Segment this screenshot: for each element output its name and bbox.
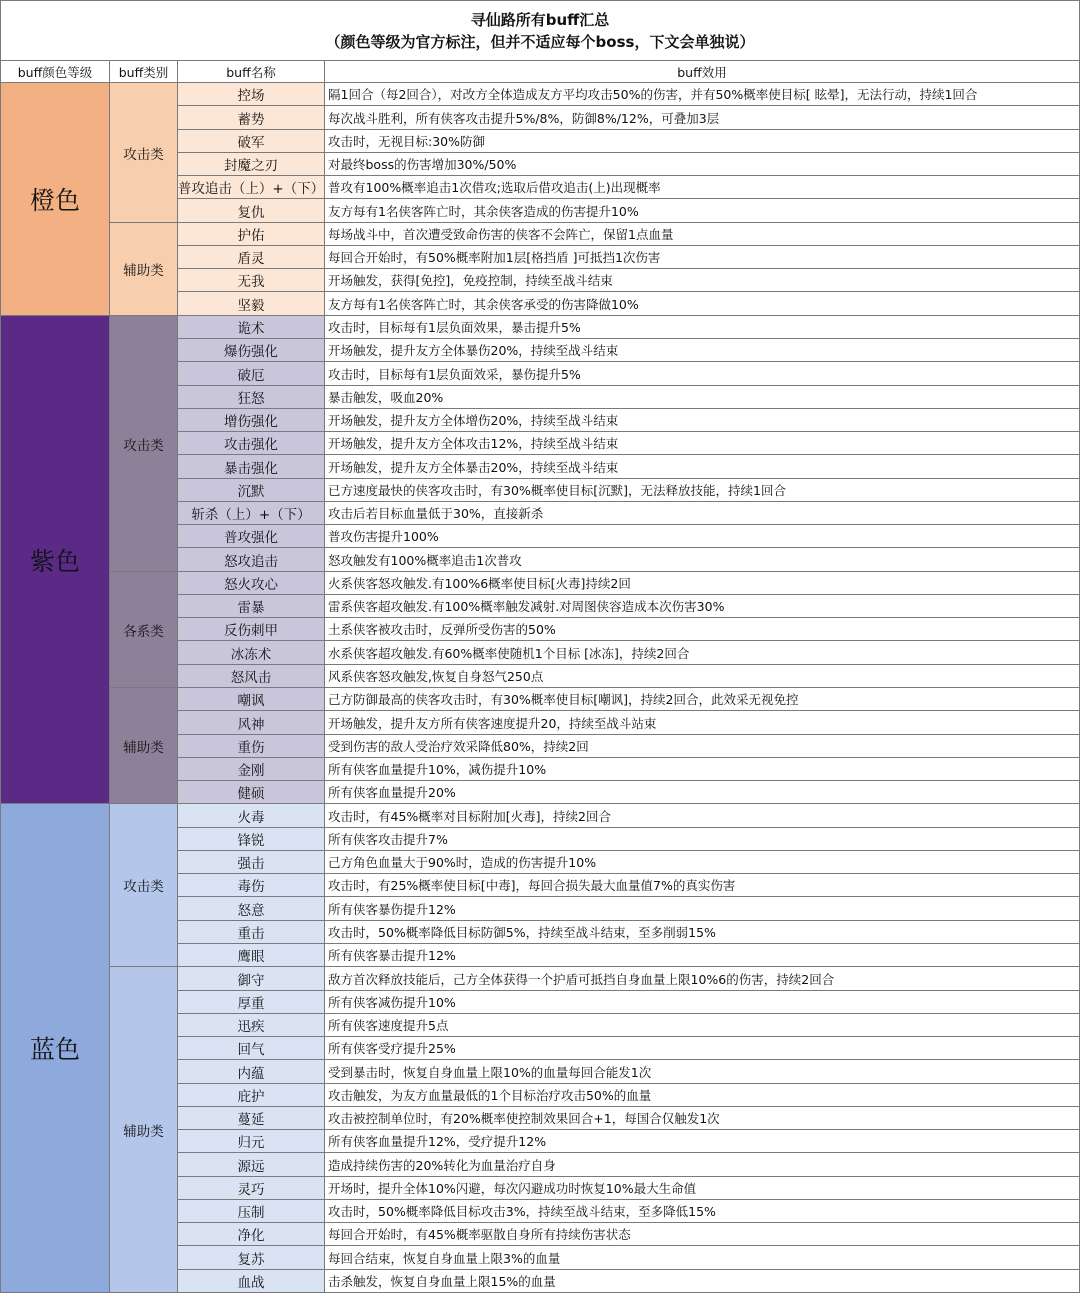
buff-effect-cell[interactable]: 所有侠客暴击提升12% (325, 944, 1080, 967)
buff-name-cell[interactable]: 诡术 (178, 316, 325, 339)
buff-name-cell[interactable]: 复仇 (178, 199, 325, 223)
buff-name-cell[interactable]: 重击 (178, 921, 325, 944)
buff-effect-cell[interactable]: 开场时，提升全体10%闪避，每次闪避成功时恢复10%最大生命值 (325, 1177, 1080, 1200)
buff-effect-cell[interactable]: 攻击触发，为友方血量最低的1个目标治疗攻击50%的血量 (325, 1084, 1080, 1107)
buff-effect-cell[interactable]: 友方每有1名侠客阵亡时，其余侠客造成的伤害提升10% (325, 199, 1080, 223)
buff-name-cell[interactable]: 爆伤强化 (178, 339, 325, 362)
buff-name-cell[interactable]: 迅疾 (178, 1014, 325, 1037)
buff-effect-cell[interactable]: 敌方首次释放技能后，己方全体获得一个护盾可抵挡自身血量上限10%6的伤害，持续2回合 (325, 967, 1080, 991)
buff-effect-cell[interactable]: 攻击时，有45%概率对目标附加[火毒]，持续2回合 (325, 804, 1080, 828)
buff-name-cell[interactable]: 庇护 (178, 1084, 325, 1107)
buff-effect-cell[interactable]: 火系侠客怒攻触发.有100%6概率使目标[火毒]持续2回 (325, 572, 1080, 595)
buff-name-cell[interactable]: 控场 (178, 83, 325, 106)
buff-effect-cell[interactable]: 水系侠客超攻触发.有60%概率使随机1个目标 [冰冻]，持续2回合 (325, 641, 1080, 665)
buff-effect-cell[interactable]: 隔1回合（每2回合），对改方全体造成友方平均攻击50%的伤害，并有50%概率使目标[ 眩晕]，无法行动，持续1回合 (325, 83, 1080, 106)
buff-effect-cell[interactable]: 已方速度最快的侠客攻击时，有30%概率使目标[沉默]，无法释放技能，持续1回合 (325, 479, 1080, 502)
buff-name-cell[interactable]: 增伤强化 (178, 409, 325, 432)
buff-effect-cell[interactable]: 所有侠客减伤提升10% (325, 991, 1080, 1014)
buff-effect-cell[interactable]: 每次战斗胜利，所有侠客攻击提升5%/8%，防御8%/12%，可叠加3层 (325, 106, 1080, 130)
buff-name-cell[interactable]: 怒攻追击 (178, 548, 325, 572)
buff-effect-cell[interactable]: 所有侠客攻击提升7% (325, 828, 1080, 851)
buff-type-cell[interactable]: 辅助类 (110, 967, 178, 1293)
buff-effect-cell[interactable]: 己方角色血量大于90%时，造成的伤害提升10% (325, 851, 1080, 874)
buff-name-cell[interactable]: 厚重 (178, 991, 325, 1014)
buff-name-cell[interactable]: 坚毅 (178, 292, 325, 316)
buff-type-cell[interactable]: 辅助类 (110, 223, 178, 316)
buff-type-cell[interactable]: 攻击类 (110, 804, 178, 967)
buff-grade-cell[interactable]: 橙色 (0, 83, 110, 316)
title-line-2: （颜色等级为官方标注，但并不适应每个boss，下文会单独说） (325, 32, 755, 51)
buff-name-cell[interactable]: 怒火攻心 (178, 572, 325, 595)
buff-name-cell[interactable]: 锋锐 (178, 828, 325, 851)
buff-effect-cell[interactable]: 每场战斗中，首次遭受致命伤害的侠客不会阵亡，保留1点血量 (325, 223, 1080, 246)
buff-name-cell[interactable]: 复苏 (178, 1246, 325, 1270)
buff-name-cell[interactable]: 狂怒 (178, 386, 325, 409)
buff-grade-cell[interactable]: 蓝色 (0, 804, 110, 1293)
buff-type-cell[interactable]: 各系类 (110, 572, 178, 688)
buff-name-cell[interactable]: 雷暴 (178, 595, 325, 618)
buff-name-cell[interactable]: 蓄势 (178, 106, 325, 130)
buff-name-cell[interactable]: 盾灵 (178, 246, 325, 269)
buff-effect-cell[interactable]: 雷系侠客超攻触发.有100%概率触发减射.对周图侠容造成本次伤害30% (325, 595, 1080, 618)
buff-effect-cell[interactable]: 所有侠客暴伤提升12% (325, 897, 1080, 921)
buff-name-cell[interactable]: 沉默 (178, 479, 325, 502)
buff-type-cell[interactable]: 攻击类 (110, 83, 178, 223)
buff-effect-cell[interactable]: 所有侠客血量提升12%，受疗提升12% (325, 1130, 1080, 1153)
buff-effect-cell[interactable]: 开场触发，提升友方全体暴伤20%，持续至战斗结束 (325, 339, 1080, 362)
buff-effect-cell[interactable]: 所有侠客血量提升20% (325, 781, 1080, 804)
buff-name-cell[interactable]: 归元 (178, 1130, 325, 1153)
buff-name-cell[interactable]: 破军 (178, 130, 325, 153)
buff-type-cell[interactable]: 攻击类 (110, 316, 178, 572)
buff-effect-cell[interactable]: 暴击触发，吸血20% (325, 386, 1080, 409)
buff-effect-cell[interactable]: 所有侠客血量提升10%，减伤提升10% (325, 758, 1080, 781)
buff-name-cell[interactable]: 普攻强化 (178, 525, 325, 548)
header-name[interactable]: buff名称 (178, 61, 325, 83)
buff-effect-cell[interactable]: 开场触发，提升友方全体增伤20%，持续至战斗结束 (325, 409, 1080, 432)
buff-effect-cell[interactable]: 攻击时，有25%概率使目标[中毒]，每回合损失最大血量值7%的真实伤害 (325, 874, 1080, 897)
buff-effect-cell[interactable]: 每回合结束，恢复自身血量上限3%的血量 (325, 1246, 1080, 1270)
buff-name-cell[interactable]: 净化 (178, 1223, 325, 1246)
buff-name-cell[interactable]: 重伤 (178, 735, 325, 758)
buff-effect-cell[interactable]: 己方防御最高的侠客攻击时，有30%概率使目标[嘲讽]，持续2回合，此效采无视免控 (325, 688, 1080, 711)
buff-name-cell[interactable]: 攻击强化 (178, 432, 325, 455)
buff-name-cell[interactable]: 嘲讽 (178, 688, 325, 711)
buff-name-cell[interactable]: 怒意 (178, 897, 325, 921)
buff-name-cell[interactable]: 健硕 (178, 781, 325, 804)
buff-name-cell[interactable]: 御守 (178, 967, 325, 991)
header-type[interactable]: buff类别 (110, 61, 178, 83)
buff-effect-cell[interactable]: 友方每有1名侠客阵亡时，其余侠客承受的伤害降做10% (325, 292, 1080, 316)
header-grade[interactable]: buff颜色等级 (0, 61, 110, 83)
buff-effect-cell[interactable]: 攻击时，目标每有1层负面效采，暴伤提升5% (325, 362, 1080, 386)
buff-effect-cell[interactable]: 风系侠客怒攻触发,恢复自身怒气250点 (325, 665, 1080, 688)
buff-name-cell[interactable]: 风神 (178, 711, 325, 735)
buff-name-cell[interactable]: 普攻追击（上）+（下） (178, 176, 325, 199)
buff-type-cell[interactable]: 辅助类 (110, 688, 178, 804)
buff-grade-cell[interactable]: 紫色 (0, 316, 110, 804)
buff-effect-cell[interactable]: 所有侠客速度提升5点 (325, 1014, 1080, 1037)
buff-effect-cell[interactable]: 普攻有100%概率追击1次借攻;选取后借攻追击(上)出现概率 (325, 176, 1080, 199)
title-line-1: 寻仙路所有buff汇总 (470, 10, 610, 29)
buff-name-cell[interactable]: 反伤刺甲 (178, 618, 325, 641)
buff-name-cell[interactable]: 鹰眼 (178, 944, 325, 967)
header-effect[interactable]: buff效用 (325, 61, 1080, 83)
buff-name-cell[interactable]: 强击 (178, 851, 325, 874)
buff-name-cell[interactable]: 压制 (178, 1200, 325, 1223)
buff-effect-cell[interactable]: 攻击时，50%概率降低目标防御5%，持续至战斗结束，至多削弱15% (325, 921, 1080, 944)
buff-effect-cell[interactable]: 攻击时，50%概率降低目标攻击3%，持续至战斗结束，至多降低15% (325, 1200, 1080, 1223)
buff-effect-cell[interactable]: 受到暴击时，恢复自身血量上限10%的血量每回合能发1次 (325, 1060, 1080, 1084)
buff-effect-cell[interactable]: 造成持续伤害的20%转化为血量治疗自身 (325, 1153, 1080, 1177)
buff-effect-cell[interactable]: 所有侠客受疗提升25% (325, 1037, 1080, 1060)
sheet-title (0, 0, 1080, 61)
buff-effect-cell[interactable]: 普攻伤害提升100% (325, 525, 1080, 548)
buff-effect-cell[interactable]: 开场触发，提升友方全体攻击12%，持续至战斗结束 (325, 432, 1080, 455)
buff-name-cell[interactable]: 破厄 (178, 362, 325, 386)
buff-effect-cell[interactable]: 每回合开始时，有50%概率附加1层[格挡盾 ]可抵挡1次伤害 (325, 246, 1080, 269)
buff-effect-cell[interactable]: 攻击被控制单位时，有20%概率使控制效果回合+1，每国合仅触发1次 (325, 1107, 1080, 1130)
buff-name-cell[interactable]: 内蕴 (178, 1060, 325, 1084)
buff-name-cell[interactable]: 无我 (178, 269, 325, 292)
buff-effect-cell[interactable]: 开场触发，提升友方全体暴击20%，持续至战斗结束 (325, 455, 1080, 479)
buff-name-cell[interactable]: 金刚 (178, 758, 325, 781)
buff-name-cell[interactable]: 源远 (178, 1153, 325, 1177)
buff-name-cell[interactable]: 回气 (178, 1037, 325, 1060)
buff-effect-cell[interactable]: 怒攻触发有100%概率追击1次普攻 (325, 548, 1080, 572)
buff-effect-cell[interactable]: 击杀触发，恢复自身血量上限15%的血量 (325, 1270, 1080, 1293)
buff-effect-cell[interactable]: 开场触发，提升友方所有侠客速度提升20，持续至战斗站束 (325, 711, 1080, 735)
buff-effect-cell[interactable]: 每回合开始时，有45%概率驱散自身所有持续伤害状态 (325, 1223, 1080, 1246)
buff-name-cell[interactable]: 毒伤 (178, 874, 325, 897)
buff-effect-cell[interactable]: 攻击后若目标血量低于30%，直接新杀 (325, 502, 1080, 525)
buff-effect-cell[interactable]: 开场触发，获得[免控]，免疫控制，持续至战斗结束 (325, 269, 1080, 292)
buff-name-cell[interactable]: 火毒 (178, 804, 325, 828)
buff-effect-cell[interactable]: 攻击时，目标每有1层负面效果，暴击提升5% (325, 316, 1080, 339)
buff-effect-cell[interactable]: 攻击时，无视目标:30%防御 (325, 130, 1080, 153)
buff-name-cell[interactable]: 斩杀（上）+（下） (178, 502, 325, 525)
buff-effect-cell[interactable]: 土系侠客被攻击时，反弹所受伤害的50% (325, 618, 1080, 641)
buff-name-cell[interactable]: 暴击强化 (178, 455, 325, 479)
buff-name-cell[interactable]: 灵巧 (178, 1177, 325, 1200)
buff-effect-cell[interactable]: 受到伤害的敌人受治疗效采降低80%，持续2回 (325, 735, 1080, 758)
buff-name-cell[interactable]: 怒风击 (178, 665, 325, 688)
buff-name-cell[interactable]: 护佑 (178, 223, 325, 246)
buff-name-cell[interactable]: 冰冻术 (178, 641, 325, 665)
buff-name-cell[interactable]: 蔓延 (178, 1107, 325, 1130)
buff-effect-cell[interactable]: 对最终boss的伤害增加30%/50% (325, 153, 1080, 176)
buff-name-cell[interactable]: 封魔之刃 (178, 153, 325, 176)
buff-name-cell[interactable]: 血战 (178, 1270, 325, 1293)
